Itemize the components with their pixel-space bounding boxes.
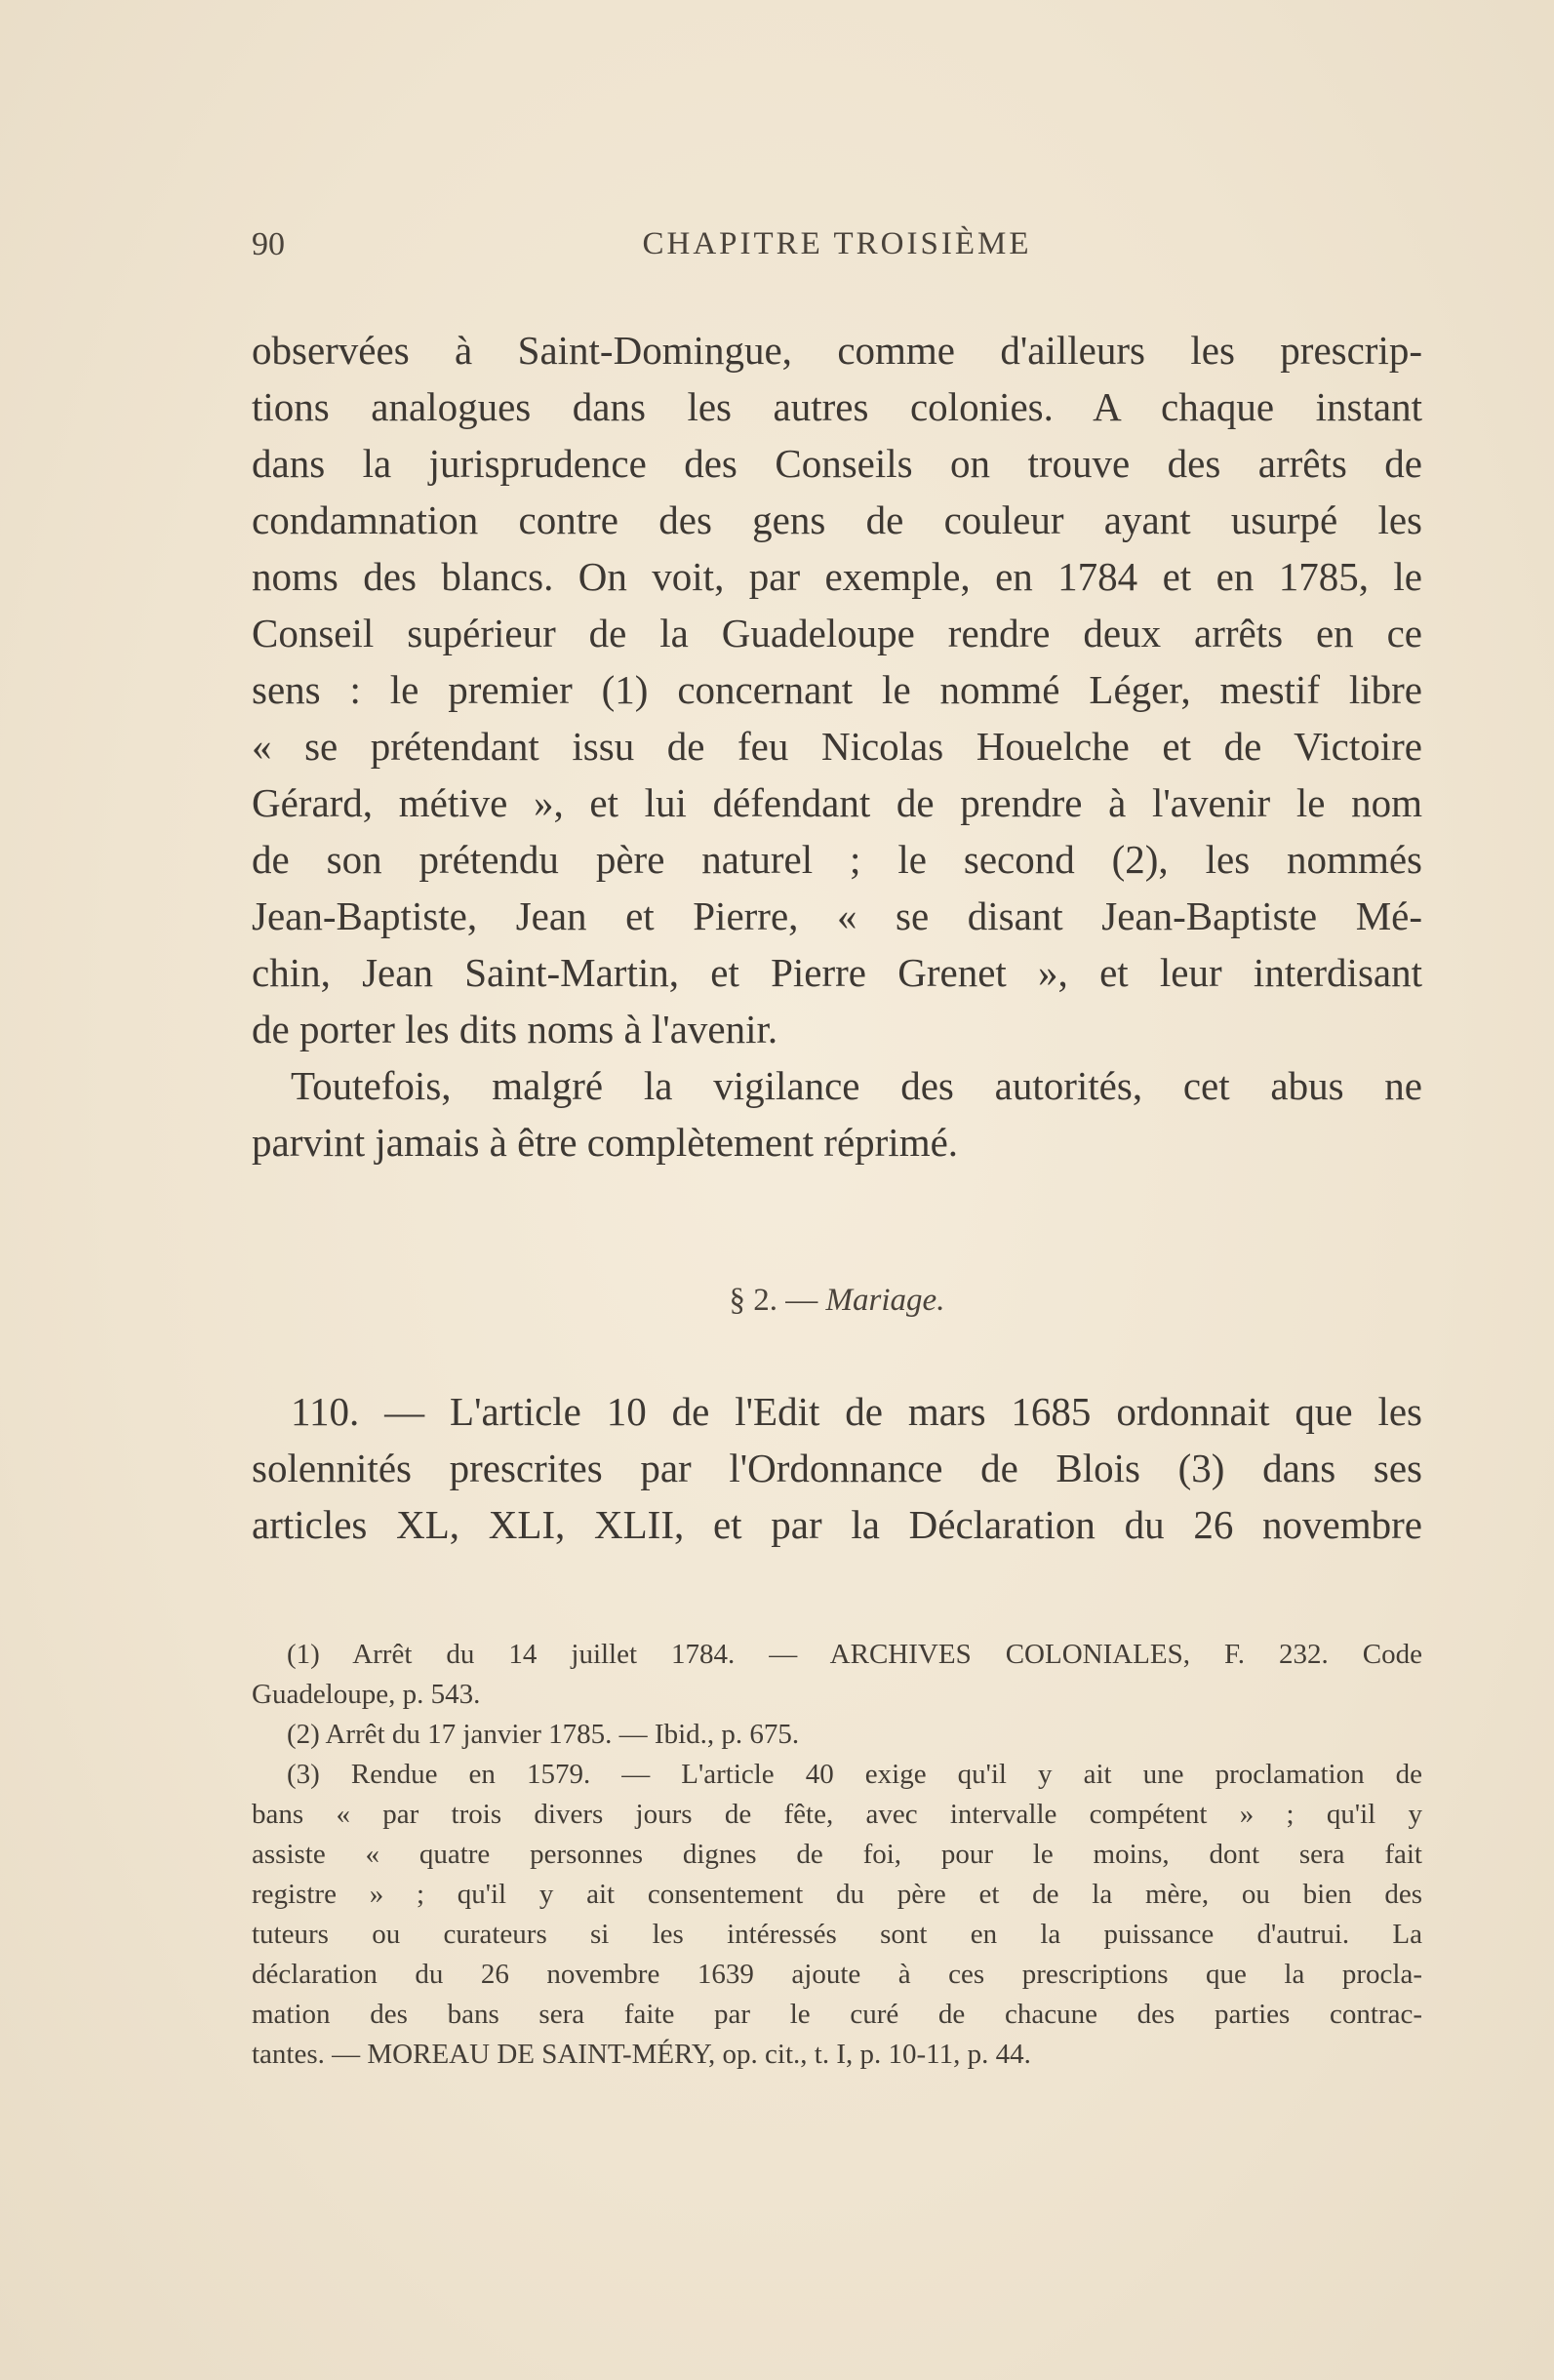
section-heading	[252, 1283, 1422, 1319]
footnote-line: assiste « quatre personnes dignes de foi, pour le moins, dont sera fait	[252, 1839, 1422, 1870]
body-line: Conseil supérieur de la Guadeloupe rendre deux arrêts en ce	[252, 611, 1422, 655]
running-head: CHAPITRE TROISIÈME	[642, 226, 1032, 261]
footnote-line: bans « par trois divers jours de fête, avec intervalle compétent » ; qu'il y	[252, 1799, 1422, 1830]
body-line: de son prétendu père naturel ; le second (2), les nommés	[252, 837, 1422, 882]
footnote-line: déclaration du 26 novembre 1639 ajoute à ces prescriptions que la procla-	[252, 1959, 1422, 1990]
body-line: 110. — L'article 10 de l'Edit de mars 1685 ordonnait que les	[291, 1389, 1422, 1434]
section-paragraph	[252, 1383, 1422, 1553]
body-line: de porter les dits noms à l'avenir.	[252, 1007, 778, 1051]
body-line: sens : le premier (1) concernant le nommé Léger, mestif libre	[252, 667, 1422, 712]
body-line: « se prétendant issu de feu Nicolas Houelche et de Victoire	[252, 724, 1422, 769]
body-line: observées à Saint-Domingue, comme d'ailleurs les prescrip-	[252, 328, 1422, 373]
main-paragraphs	[252, 322, 1422, 1170]
page-header	[252, 226, 1422, 275]
footnote-line: tantes. — MOREAU DE SAINT-MÉRY, op. cit., t. I, p. 10-11, p. 44.	[252, 2039, 1031, 2070]
section-title: Mariage.	[825, 1283, 945, 1318]
body-line: Gérard, métive », et lui défendant de prendre à l'avenir le nom	[252, 780, 1422, 825]
footnote-line: mation des bans sera faite par le curé de chacune des parties contrac-	[252, 1999, 1422, 2030]
footnote-line: tuteurs ou curateurs si les intéressés sont en la puissance d'autrui. La	[252, 1919, 1422, 1950]
body-line: Jean-Baptiste, Jean et Pierre, « se disant Jean-Baptiste Mé-	[252, 893, 1422, 938]
body-line: dans la jurisprudence des Conseils on trouve des arrêts de	[252, 441, 1422, 486]
body-line: Toutefois, malgré la vigilance des autorités, cet abus ne	[291, 1063, 1422, 1108]
page-number: 90	[252, 226, 285, 262]
body-line: condamnation contre des gens de couleur ayant usurpé les	[252, 497, 1422, 542]
body-line: articles XL, XLI, XLII, et par la Déclaration du 26 novembre	[252, 1502, 1422, 1547]
footnotes	[252, 1635, 1422, 2075]
body-line: tions analogues dans les autres colonies. A chaque instant	[252, 384, 1422, 429]
body-line: parvint jamais à être complètement réprimé.	[252, 1120, 959, 1165]
footnote-line: (1) Arrêt du 14 juillet 1784. — ARCHIVES COLONIALES, F. 232. Code	[287, 1639, 1422, 1670]
footnote-line: (2) Arrêt du 17 janvier 1785. — Ibid., p. 675.	[287, 1719, 800, 1750]
body-line: solennités prescrites par l'Ordonnance de Blois (3) dans ses	[252, 1446, 1422, 1490]
footnote-line: Guadeloupe, p. 543.	[252, 1679, 481, 1710]
body-line: chin, Jean Saint-Martin, et Pierre Grenet », et leur interdisant	[252, 950, 1422, 995]
section-number: § 2. —	[729, 1283, 818, 1318]
footnote-line: (3) Rendue en 1579. — L'article 40 exige qu'il y ait une proclamation de	[287, 1759, 1422, 1790]
body-line: noms des blancs. On voit, par exemple, en 1784 et en 1785, le	[252, 554, 1422, 599]
footnote-line: registre » ; qu'il y ait consentement du père et de la mère, ou bien des	[252, 1879, 1422, 1910]
